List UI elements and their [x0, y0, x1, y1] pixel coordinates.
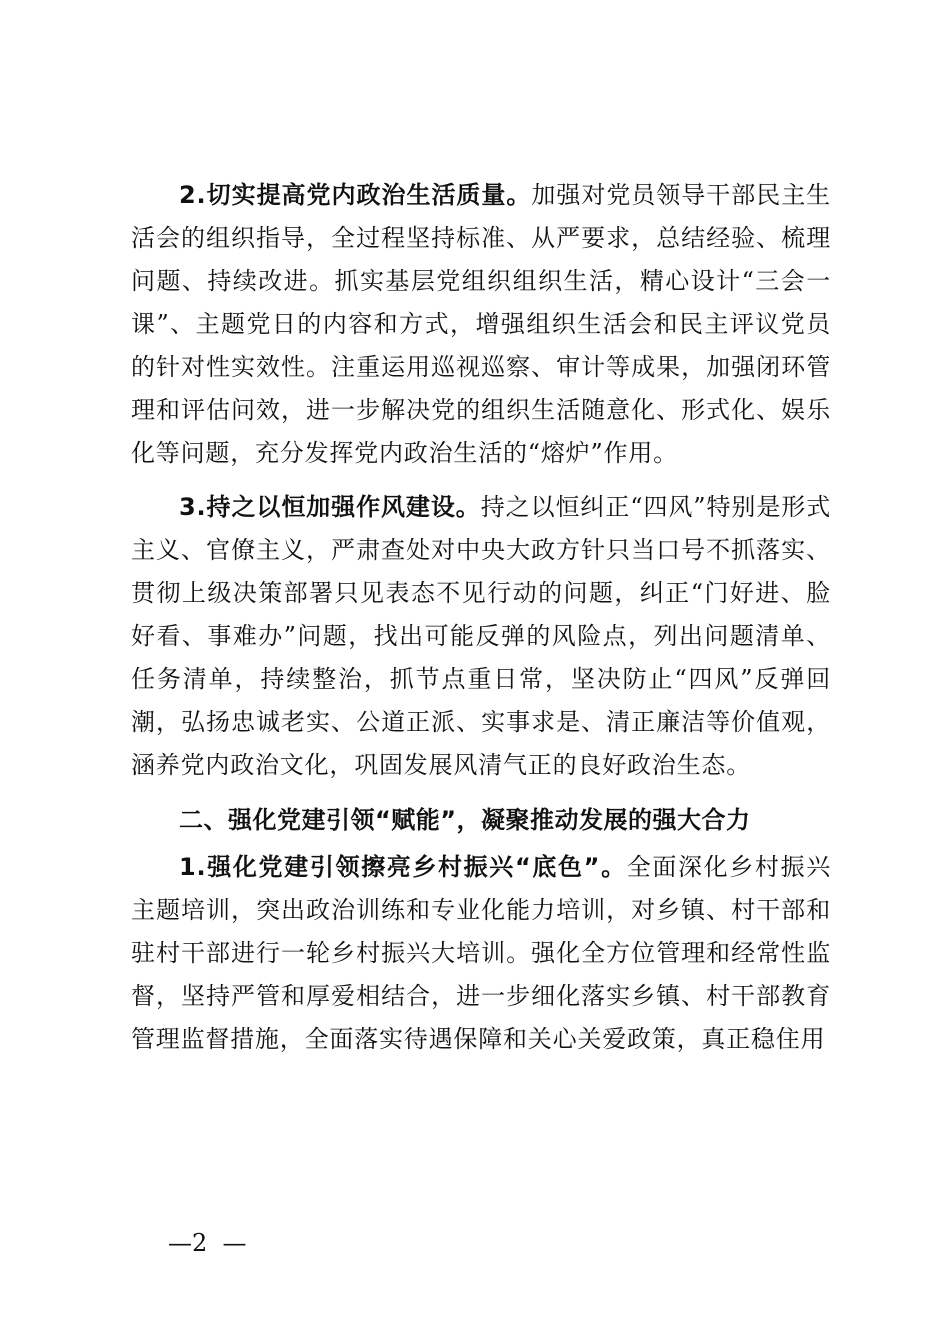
section-paragraph-1	[131, 846, 831, 1061]
paragraph-3	[131, 486, 831, 787]
section-paragraph-1-lead: 1.强化党建引领擦亮乡村振兴“底色”。	[179, 853, 627, 881]
paragraph-2-lead: 2.切实提高党内政治生活质量。	[179, 181, 532, 209]
paragraph-3-body: 持之以恒纠正“四风”特别是形式主义、官僚主义，严肃查处对中央大政方针只当口号不抓落实、贯彻上级决策部署只见表态不见行动的问题，纠正“门好进、脸好看、事难办”问题，找出可能反弹的风险点，列出问题清单、任务清单，持续整治，抓节点重日常，坚决防止“四风”反弹回潮，弘扬忠诚老实、公道正派、实事求是、清正廉洁等价值观，涵养党内政治文化，巩固发展风清气正的良好政治生态。	[131, 493, 831, 779]
page-number: —2 —	[168, 1229, 247, 1257]
section-heading: 二、强化党建引领“赋能”，凝聚推动发展的强大合力	[179, 806, 751, 834]
document-body	[131, 174, 831, 1061]
paragraph-3-lead: 3.持之以恒加强作风建设。	[179, 493, 481, 521]
paragraph-2-body: 加强对党员领导干部民主生活会的组织指导，全过程坚持标准、从严要求，总结经验、梳理问题、持续改进。抓实基层党组织组织生活，精心设计“三会一课”、主题党日的内容和方式，增强组织生活会和民主评议党员的针对性实效性。注重运用巡视巡察、审计等成果，加强闭环管理和评估问效，进一步解决党的组织生活随意化、形式化、娱乐化等问题，充分发挥党内政治生活的“熔炉”作用。	[131, 181, 831, 467]
paragraph-2	[131, 174, 831, 475]
section-paragraph-1-body: 全面深化乡村振兴主题培训，突出政治训练和专业化能力培训，对乡镇、村干部和驻村干部进行一轮乡村振兴大培训。强化全方位管理和经常性监督，坚持严管和厚爱相结合，进一步细化落实乡镇、村干部教育管理监督措施，全面落实待遇保障和关心关爱政策，真正稳住用	[131, 853, 832, 1053]
